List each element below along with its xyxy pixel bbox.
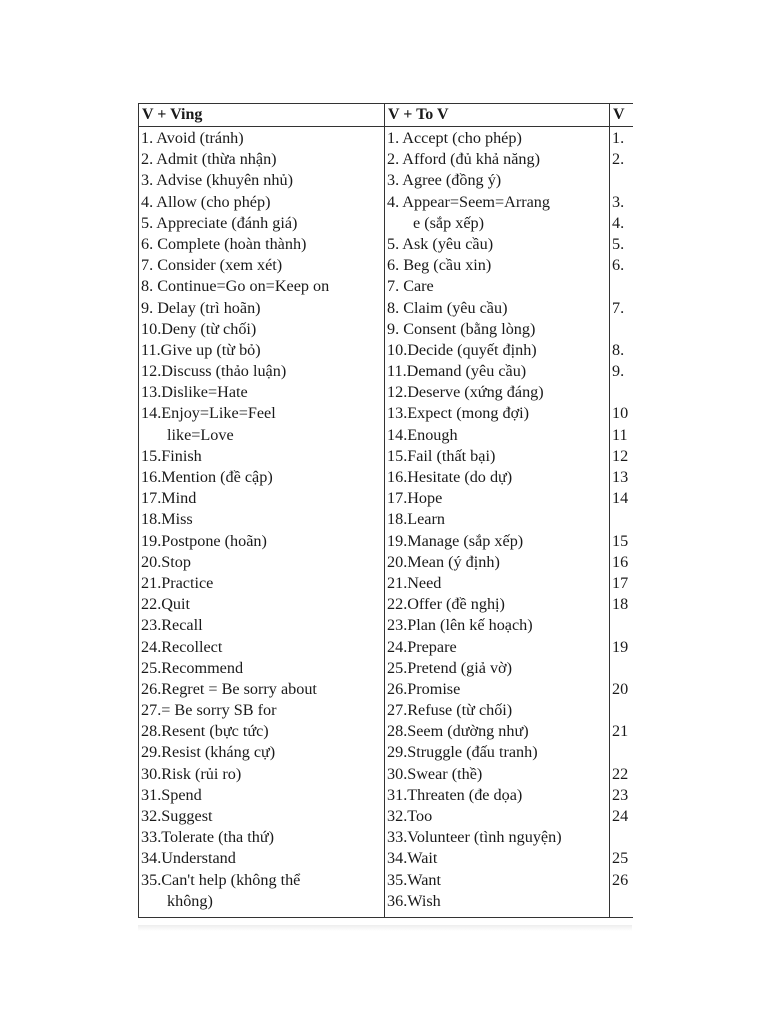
list-item: 31.Threaten (đe dọa) (387, 785, 523, 804)
list-item: 10.Deny (từ chối) (141, 319, 257, 338)
list-item: 18.Miss (141, 510, 193, 529)
list-item: 13.Expect (mong đợi) (387, 404, 530, 423)
list-item: 21.Practice (141, 573, 214, 592)
list-item: 33.Tolerate (tha thứ) (141, 828, 275, 847)
list-item: 34.Understand (141, 849, 236, 868)
list-item: 1. (612, 129, 625, 147)
list-item: 2. Admit (thừa nhận) (141, 150, 277, 169)
list-item: 16.Hesitate (do dự) (387, 468, 513, 486)
list-item: 4. Allow (cho phép) (141, 192, 271, 211)
list-item: 31.Spend (141, 785, 202, 804)
list-item: 21.Need (387, 573, 442, 592)
list-item: e (sắp xếp) (413, 213, 485, 232)
list-item: 16 (612, 552, 629, 571)
list-item (610, 170, 633, 191)
list-item: 3. Advise (khuyên nhủ) (141, 171, 293, 190)
list-item (610, 700, 633, 721)
list-item: 27.Refuse (từ chối) (387, 701, 513, 720)
list-item: 30.Risk (rủi ro) (141, 764, 242, 783)
list-item: 15 (612, 531, 629, 550)
list-item: 14.Enough (387, 425, 458, 444)
list-item: 26.Promise (387, 679, 461, 698)
list-item: không) (167, 891, 213, 910)
list-item: 19.Manage (sắp xếp) (387, 531, 524, 550)
list-item: 30.Swear (thề) (387, 764, 483, 783)
list-item: 10.Decide (quyết định) (387, 340, 537, 359)
list-item: 29.Struggle (đấu tranh) (387, 743, 538, 762)
page-title (230, 72, 610, 96)
list-item: 16.Mention (đề cập) (141, 468, 273, 486)
list-item: 8. Claim (yêu cầu) (387, 298, 508, 317)
list-item: 7. Consider (xem xét) (141, 256, 283, 275)
list-item: 33.Volunteer (tình nguyện) (387, 828, 562, 847)
list-item: 7. (612, 298, 625, 317)
list-item: 4. (612, 213, 625, 232)
list-item (610, 509, 633, 530)
list-item: 19.Postpone (hoãn) (141, 531, 267, 550)
list-item: 26.Regret = Be sorry about (141, 679, 317, 698)
list-item: 6. Beg (cầu xin) (387, 256, 492, 275)
list-item: 5. (612, 234, 625, 253)
list-item: 28.Resent (bực tức) (141, 722, 269, 741)
list-item (610, 615, 633, 636)
list-item: 34.Wait (387, 849, 438, 868)
list-item: 11.Demand (yêu cầu) (387, 362, 527, 381)
list-item: 35.Can't help (không thể (141, 870, 301, 889)
column-header: V + To V (385, 104, 609, 127)
list-item: 13.Dislike=Hate (141, 383, 248, 402)
list-item: 17 (612, 573, 629, 592)
list-item: 26 (612, 870, 629, 889)
list-item: 6. Complete (hoàn thành) (141, 234, 307, 253)
list-item: 13 (612, 468, 629, 486)
list-item: 23.Recall (141, 616, 203, 635)
column-lines (610, 127, 633, 912)
column-lines (139, 127, 384, 912)
list-item (610, 319, 633, 340)
list-item: 24 (612, 807, 629, 825)
list-item (610, 827, 633, 848)
list-item: 1. Accept (cho phép) (387, 129, 522, 147)
list-item: 22.Quit (141, 595, 191, 614)
list-item: 24.Prepare (387, 637, 457, 656)
column-v-to-v (385, 104, 610, 917)
list-item: 1. Avoid (tránh) (141, 129, 244, 147)
list-item: 2. (612, 150, 625, 169)
list-item: 28.Seem (dường như) (387, 722, 529, 741)
list-item: 29.Resist (kháng cự) (141, 743, 276, 762)
list-item: 9. Consent (bằng lòng) (387, 319, 536, 338)
list-item: 14 (612, 489, 629, 508)
list-item: 21 (612, 722, 629, 741)
list-item: 5. Ask (yêu cầu) (387, 234, 494, 253)
list-item: 25 (612, 849, 629, 868)
list-item: 4. Appear=Seem=Arrang (387, 192, 550, 211)
list-item: like=Love (167, 425, 234, 444)
list-item: 25.Recommend (141, 658, 244, 677)
list-item: 17.Hope (387, 489, 443, 508)
list-item: 20.Stop (141, 552, 191, 571)
list-item: 11.Give up (từ bỏ) (141, 340, 261, 359)
list-item: 32.Suggest (141, 807, 213, 825)
list-item: 9. Delay (trì hoãn) (141, 298, 261, 317)
list-item: 12.Discuss (thảo luận) (141, 362, 287, 381)
list-item: 5. Appreciate (đánh giá) (141, 213, 298, 232)
list-item: 23.Plan (lên kế hoạch) (387, 616, 533, 635)
list-item: 11 (612, 425, 628, 444)
column-header: V + Ving (139, 104, 384, 127)
list-item: 12.Deserve (xứng đáng) (387, 383, 544, 402)
list-item: 18 (612, 595, 629, 614)
page-shadow (138, 925, 632, 931)
list-item: 22.Offer (đề nghị) (387, 595, 505, 614)
list-item: 2. Afford (đủ khả năng) (387, 150, 540, 169)
list-item: 32.Too (387, 807, 433, 825)
list-item (610, 891, 633, 912)
list-item: 10 (612, 404, 629, 423)
list-item: 6. (612, 256, 625, 275)
verb-pattern-table (138, 103, 633, 918)
list-item: 25.Pretend (giả vờ) (387, 658, 512, 677)
list-item: 20.Mean (ý định) (387, 552, 500, 571)
list-item: 35.Want (387, 870, 441, 889)
list-item (610, 276, 633, 297)
list-item: 8. (612, 340, 625, 359)
list-item: 23 (612, 785, 629, 804)
list-item: 17.Mind (141, 489, 197, 508)
list-item: 7. Care (387, 277, 434, 296)
list-item: 15.Finish (141, 446, 202, 465)
list-item: 22 (612, 764, 629, 783)
list-item: 12 (612, 446, 629, 465)
list-item (610, 742, 633, 763)
column-v-cut-off (610, 104, 633, 917)
column-lines (385, 127, 609, 912)
column-header: V (610, 104, 633, 127)
list-item: 14.Enjoy=Like=Feel (141, 404, 276, 423)
list-item: 15.Fail (thất bại) (387, 446, 496, 465)
column-v-ving (139, 104, 385, 917)
list-item: 9. (612, 362, 625, 381)
list-item: 3. Agree (đồng ý) (387, 171, 502, 190)
list-item: 18.Learn (387, 510, 445, 529)
list-item: 19 (612, 637, 629, 656)
list-item: 36.Wish (387, 891, 441, 910)
list-item: 8. Continue=Go on=Keep on (141, 277, 330, 296)
list-item (610, 382, 633, 403)
list-item: 3. (612, 192, 625, 211)
list-item: 24.Recollect (141, 637, 223, 656)
list-item (610, 658, 633, 679)
list-item: 20 (612, 679, 629, 698)
list-item: 27.= Be sorry SB for (141, 701, 277, 720)
